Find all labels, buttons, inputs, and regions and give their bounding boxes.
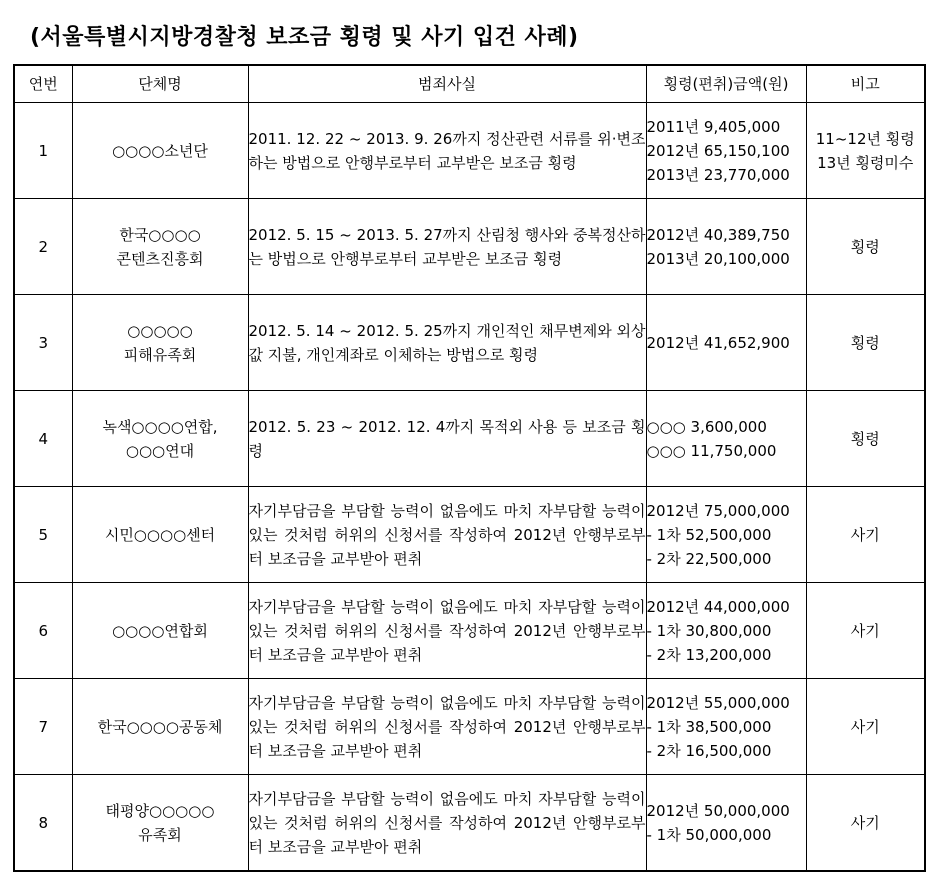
note-line: 횡령	[850, 333, 880, 352]
cell-fact: 자기부담금을 부담할 능력이 없음에도 마치 자부담할 능력이 있는 것처럼 허위의 신청서를 작성하여 2012년 안행부로부터 보조금을 교부받아 편취	[248, 679, 646, 775]
cell-org	[72, 199, 248, 295]
org-name-line: 태평양○○○○○	[105, 801, 215, 820]
cell-no: 6	[14, 583, 72, 679]
cell-fact: 2012. 5. 23 ~ 2012. 12. 4까지 목적외 사용 등 보조금 횡령	[248, 391, 646, 487]
header-note: 비고	[806, 65, 925, 103]
note-line: 사기	[850, 813, 880, 832]
org-name-line: 한국○○○○공동체	[97, 717, 223, 736]
cell-fact: 자기부담금을 부담할 능력이 없음에도 마치 자부담할 능력이 있는 것처럼 허위의 신청서를 작성하여 2012년 안행부로부터 보조금을 교부받아 편취	[248, 775, 646, 872]
amount-line: - 1차 38,500,000	[646, 717, 772, 736]
header-row	[14, 65, 925, 103]
table-row	[14, 775, 925, 872]
cell-note	[806, 103, 925, 199]
cell-amount	[646, 487, 806, 583]
amount-line: 2013년 23,770,000	[646, 165, 790, 184]
cell-amount	[646, 103, 806, 199]
cell-amount	[646, 199, 806, 295]
note-line: 사기	[850, 621, 880, 640]
note-line: 사기	[850, 525, 880, 544]
amount-line: ○○○ 11,750,000	[646, 441, 777, 460]
amount-line: - 1차 30,800,000	[646, 621, 772, 640]
header-no: 연번	[14, 65, 72, 103]
cell-org	[72, 487, 248, 583]
cell-no: 8	[14, 775, 72, 872]
amount-line: - 1차 52,500,000	[646, 525, 772, 544]
case-table	[13, 64, 926, 872]
org-name-line: 유족회	[138, 825, 182, 844]
cell-no: 7	[14, 679, 72, 775]
note-line: 사기	[850, 717, 880, 736]
cell-fact: 2012. 5. 14 ~ 2012. 5. 25까지 개인적인 채무변제와 외상값 지불, 개인계좌로 이체하는 방법으로 횡령	[248, 295, 646, 391]
cell-amount	[646, 679, 806, 775]
table-row	[14, 295, 925, 391]
amount-line: 2012년 50,000,000	[646, 801, 790, 820]
cell-fact: 자기부담금을 부담할 능력이 없음에도 마치 자부담할 능력이 있는 것처럼 허위의 신청서를 작성하여 2012년 안행부로부터 보조금을 교부받아 편취	[248, 583, 646, 679]
org-name-line: ○○○○○	[127, 321, 193, 340]
note-line: 13년 횡령미수	[817, 153, 914, 172]
amount-line: 2011년 9,405,000	[646, 117, 781, 136]
note-line: 횡령	[850, 429, 880, 448]
cell-note	[806, 583, 925, 679]
cell-amount	[646, 391, 806, 487]
cell-no: 2	[14, 199, 72, 295]
cell-org	[72, 391, 248, 487]
amount-line: 2012년 40,389,750	[646, 225, 790, 244]
table-row	[14, 487, 925, 583]
cell-amount	[646, 775, 806, 872]
cell-fact: 2012. 5. 15 ~ 2013. 5. 27까지 산림청 행사와 중복정산하는 방법으로 안행부로부터 교부받은 보조금 횡령	[248, 199, 646, 295]
org-name-line: 시민○○○○센터	[104, 525, 216, 544]
cell-amount	[646, 583, 806, 679]
header-fact: 범죄사실	[248, 65, 646, 103]
cell-fact: 2011. 12. 22 ~ 2013. 9. 26까지 정산관련 서류를 위·변조하는 방법으로 안행부로부터 교부받은 보조금 횡령	[248, 103, 646, 199]
cell-org	[72, 583, 248, 679]
page-title: (서울특별시지방경찰청 보조금 횡령 및 사기 입건 사례)	[30, 25, 579, 50]
cell-amount	[646, 295, 806, 391]
amount-line: 2012년 44,000,000	[646, 597, 790, 616]
amount-line: - 2차 13,200,000	[646, 645, 772, 664]
header-org: 단체명	[72, 65, 248, 103]
table-row	[14, 583, 925, 679]
org-name-line: ○○○○연합회	[112, 621, 208, 640]
note-line: 횡령	[850, 237, 880, 256]
cell-org	[72, 679, 248, 775]
table-row	[14, 679, 925, 775]
org-name-line: 콘텐츠진흥회	[116, 249, 204, 268]
cell-note	[806, 487, 925, 583]
cell-note	[806, 295, 925, 391]
cell-org	[72, 103, 248, 199]
amount-line: ○○○ 3,600,000	[646, 417, 767, 436]
cell-fact: 자기부담금을 부담할 능력이 없음에도 마치 자부담할 능력이 있는 것처럼 허위의 신청서를 작성하여 2012년 안행부로부터 보조금을 교부받아 편취	[248, 487, 646, 583]
amount-line: - 2차 16,500,000	[646, 741, 772, 760]
cell-no: 5	[14, 487, 72, 583]
cell-note	[806, 679, 925, 775]
header-amount: 횡령(편취)금액(원)	[646, 65, 806, 103]
note-line: 11~12년 횡령	[815, 129, 915, 148]
org-name-line: ○○○연대	[125, 441, 195, 460]
org-name-line: 피해유족회	[123, 345, 197, 364]
cell-no: 3	[14, 295, 72, 391]
org-name-line: 한국○○○○	[119, 225, 201, 244]
cell-note	[806, 775, 925, 872]
table-row	[14, 199, 925, 295]
cell-note	[806, 199, 925, 295]
cell-no: 1	[14, 103, 72, 199]
amount-line: - 1차 50,000,000	[646, 825, 772, 844]
amount-line: 2012년 65,150,100	[646, 141, 790, 160]
cell-org	[72, 775, 248, 872]
cell-org	[72, 295, 248, 391]
table-row	[14, 391, 925, 487]
cell-note	[806, 391, 925, 487]
org-name-line: 녹색○○○○연합,	[102, 417, 218, 436]
amount-line: 2012년 55,000,000	[646, 693, 790, 712]
table-row	[14, 103, 925, 199]
amount-line: 2012년 75,000,000	[646, 501, 790, 520]
amount-line: 2012년 41,652,900	[646, 333, 790, 352]
org-name-line: ○○○○소년단	[112, 141, 208, 160]
cell-no: 4	[14, 391, 72, 487]
amount-line: - 2차 22,500,000	[646, 549, 772, 568]
amount-line: 2013년 20,100,000	[646, 249, 790, 268]
